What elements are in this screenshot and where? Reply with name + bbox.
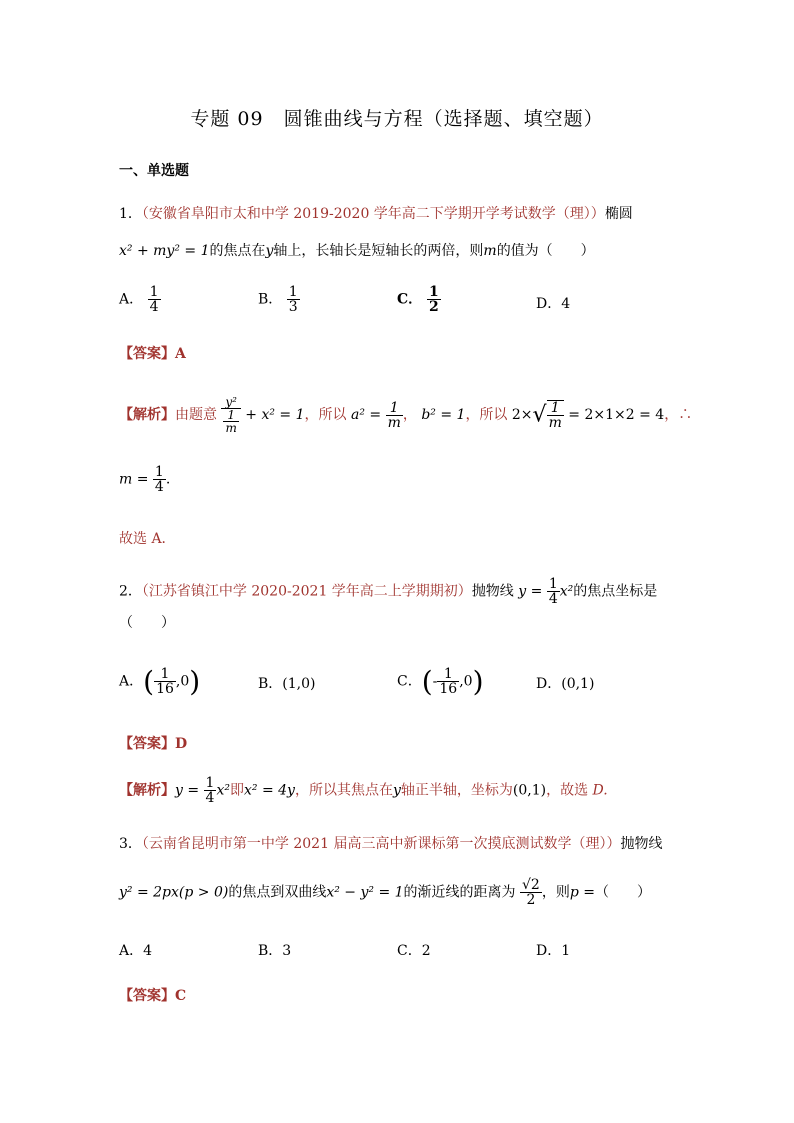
- numerator: y²: [225, 395, 237, 409]
- analysis-label: 【解析】: [119, 407, 175, 423]
- question-source: （安徽省阜阳市太和中学 2019-2020 学年高二下学期开学考试数学（理））: [141, 206, 605, 222]
- answer-line: [119, 733, 187, 753]
- fraction: [153, 465, 166, 494]
- equation: m =: [119, 471, 149, 488]
- fraction: [386, 401, 403, 430]
- option-c: C．2: [397, 943, 431, 959]
- numerator: 1: [227, 408, 235, 422]
- answer-label: 【答案】: [119, 736, 175, 752]
- stem-text: （ ）: [594, 884, 651, 901]
- page-title: 专题 09 圆锥曲线与方程（选择题、填空题）: [190, 108, 604, 130]
- option-tail: ,0: [175, 673, 190, 690]
- option-c: [397, 665, 484, 698]
- option-label: A．: [119, 673, 144, 690]
- denominator: 2: [429, 299, 439, 315]
- option-value: (0,1): [561, 676, 595, 692]
- option-label: A．: [119, 291, 144, 308]
- equation: + x² = 1: [245, 407, 305, 423]
- fraction: [204, 776, 217, 805]
- fraction: [520, 878, 542, 907]
- analysis-text: D.: [592, 782, 608, 799]
- denominator: 16: [156, 681, 174, 697]
- option-fraction: [287, 285, 300, 314]
- answer-label: 【答案】: [119, 988, 175, 1004]
- analysis-text: 轴正半轴，坐标为: [400, 782, 513, 799]
- denominator: 4: [548, 591, 558, 607]
- option-fraction: [427, 285, 441, 314]
- stem-text: 的焦点到双曲线: [228, 884, 327, 901]
- denominator: m: [548, 415, 562, 431]
- answer-line: [119, 343, 186, 363]
- numerator: 1: [154, 464, 164, 480]
- equation: x² − y² = 1: [326, 884, 404, 901]
- option-label: B．: [258, 291, 283, 308]
- option-label: B．: [258, 676, 283, 692]
- denominator: 4: [154, 479, 164, 495]
- option-tail: ,0: [459, 673, 473, 690]
- analysis-text: ，故选: [546, 782, 589, 799]
- analysis-text: ，所以: [304, 407, 347, 423]
- numerator: 1: [443, 666, 453, 682]
- option-a: [119, 285, 161, 314]
- option-value: (1,0): [282, 676, 316, 692]
- option-b: [258, 673, 316, 693]
- answer-value: C: [175, 988, 187, 1004]
- option-a: [119, 665, 200, 698]
- denominator: 4: [205, 790, 215, 806]
- variable: p =: [569, 884, 595, 901]
- analysis-label: 【解析】: [119, 782, 175, 799]
- answer-label: 【答案】: [119, 346, 175, 362]
- question-number: 1．: [119, 206, 142, 222]
- question-source: （云南省昆明市第一中学 2021 届高三高中新课标第一次摸底测试数学（理））: [141, 836, 621, 852]
- equation: x²: [559, 583, 574, 600]
- stem-text: 抛物线: [471, 583, 514, 600]
- stem-text: ，则: [541, 884, 570, 901]
- answer-value: A: [175, 346, 186, 362]
- section-heading: 一、单选题: [119, 163, 189, 179]
- equation: (0,1): [512, 782, 547, 799]
- equation: y² = 2px(p > 0): [119, 884, 229, 901]
- analysis-text: ，所以: [465, 407, 508, 423]
- question-3-stem: [119, 878, 651, 907]
- option-b: [258, 285, 300, 314]
- numerator: 1: [548, 576, 558, 592]
- variable: m: [483, 243, 497, 259]
- option-a: A．4: [119, 943, 153, 959]
- equation: b² = 1: [421, 407, 466, 423]
- option-fraction: [148, 285, 161, 314]
- variable: y: [265, 243, 274, 259]
- option-label: C．: [397, 291, 423, 308]
- analysis-text: 由题意: [175, 407, 217, 423]
- question-number: 2．: [119, 583, 142, 600]
- equation: x² = 4y: [243, 782, 295, 799]
- sqrt-icon: √: [532, 402, 547, 428]
- option-label: C．: [397, 673, 422, 690]
- option-label: D．: [536, 676, 562, 692]
- answer-value: D: [175, 736, 188, 752]
- question-1-header: [119, 203, 633, 223]
- option-d: D．1: [536, 943, 571, 959]
- numerator: 1: [149, 284, 159, 300]
- question-2-stem-end: （ ）: [119, 615, 175, 631]
- sign: -: [432, 673, 438, 690]
- stem-text: 的值为（ ）: [496, 243, 595, 259]
- equation: x² + my² = 1: [119, 243, 210, 259]
- analysis-text: ，所以其焦点在: [294, 782, 393, 799]
- fraction: [437, 667, 459, 696]
- option-d: [536, 673, 594, 693]
- denominator: [221, 408, 240, 434]
- left-paren-icon: (: [143, 665, 155, 698]
- right-paren-icon: ): [472, 665, 484, 698]
- analysis-line-2: [119, 465, 170, 494]
- stem-text: 抛物线: [620, 836, 663, 852]
- numerator: 1: [389, 399, 399, 416]
- analysis-line-1: [119, 396, 692, 434]
- inner-fraction: [223, 409, 238, 434]
- fraction: [547, 400, 564, 430]
- analysis-line: [119, 776, 608, 805]
- stem-text: 的渐近线的距离为: [403, 884, 516, 901]
- denominator: 3: [288, 299, 298, 315]
- equation: y =: [518, 583, 543, 600]
- nested-fraction: [221, 396, 240, 434]
- fraction: [547, 577, 560, 606]
- question-1-stem: [119, 240, 595, 260]
- numerator: 1: [429, 284, 439, 300]
- denominator: 16: [439, 681, 458, 697]
- variable: y: [392, 782, 401, 799]
- equation: a² =: [350, 407, 382, 423]
- numerator: √2: [522, 877, 540, 893]
- conclusion: 故选 A．: [119, 531, 176, 547]
- question-2-header: [119, 577, 657, 606]
- equation: y =: [175, 782, 200, 799]
- stem-text: 的焦点坐标是: [573, 583, 658, 600]
- denominator: m: [387, 414, 401, 431]
- equation: .: [165, 471, 171, 488]
- answer-line: [119, 985, 186, 1005]
- stem-text: 的焦点在: [209, 243, 266, 259]
- denominator: m: [225, 421, 237, 435]
- analysis-text: ，: [402, 407, 417, 423]
- stem-text: 轴上，长轴长是短轴长的两倍，则: [273, 243, 484, 259]
- question-3-header: [119, 833, 662, 853]
- question-lead: 椭圆: [604, 206, 633, 222]
- fraction: [154, 667, 176, 696]
- numerator: 1: [160, 666, 170, 682]
- analysis-text: 即: [229, 782, 244, 799]
- equation: = 2×1×2 = 4: [568, 407, 665, 423]
- denominator: 4: [149, 299, 159, 315]
- option-d: D．4: [536, 296, 571, 312]
- option-c: [397, 285, 441, 314]
- analysis-text: ，∴: [664, 407, 693, 423]
- numerator: 1: [205, 775, 215, 791]
- equation: x²: [216, 782, 230, 799]
- numerator: 1: [288, 284, 298, 300]
- equation: 2×: [511, 407, 533, 423]
- right-paren-icon: ): [189, 665, 201, 698]
- numerator: 1: [550, 400, 560, 416]
- option-b: B．3: [258, 943, 292, 959]
- left-paren-icon: (: [421, 665, 433, 698]
- question-source: （江苏省镇江中学 2020-2021 学年高二上学期期初）: [141, 583, 472, 600]
- question-number: 3．: [119, 836, 142, 852]
- denominator: 2: [520, 892, 542, 907]
